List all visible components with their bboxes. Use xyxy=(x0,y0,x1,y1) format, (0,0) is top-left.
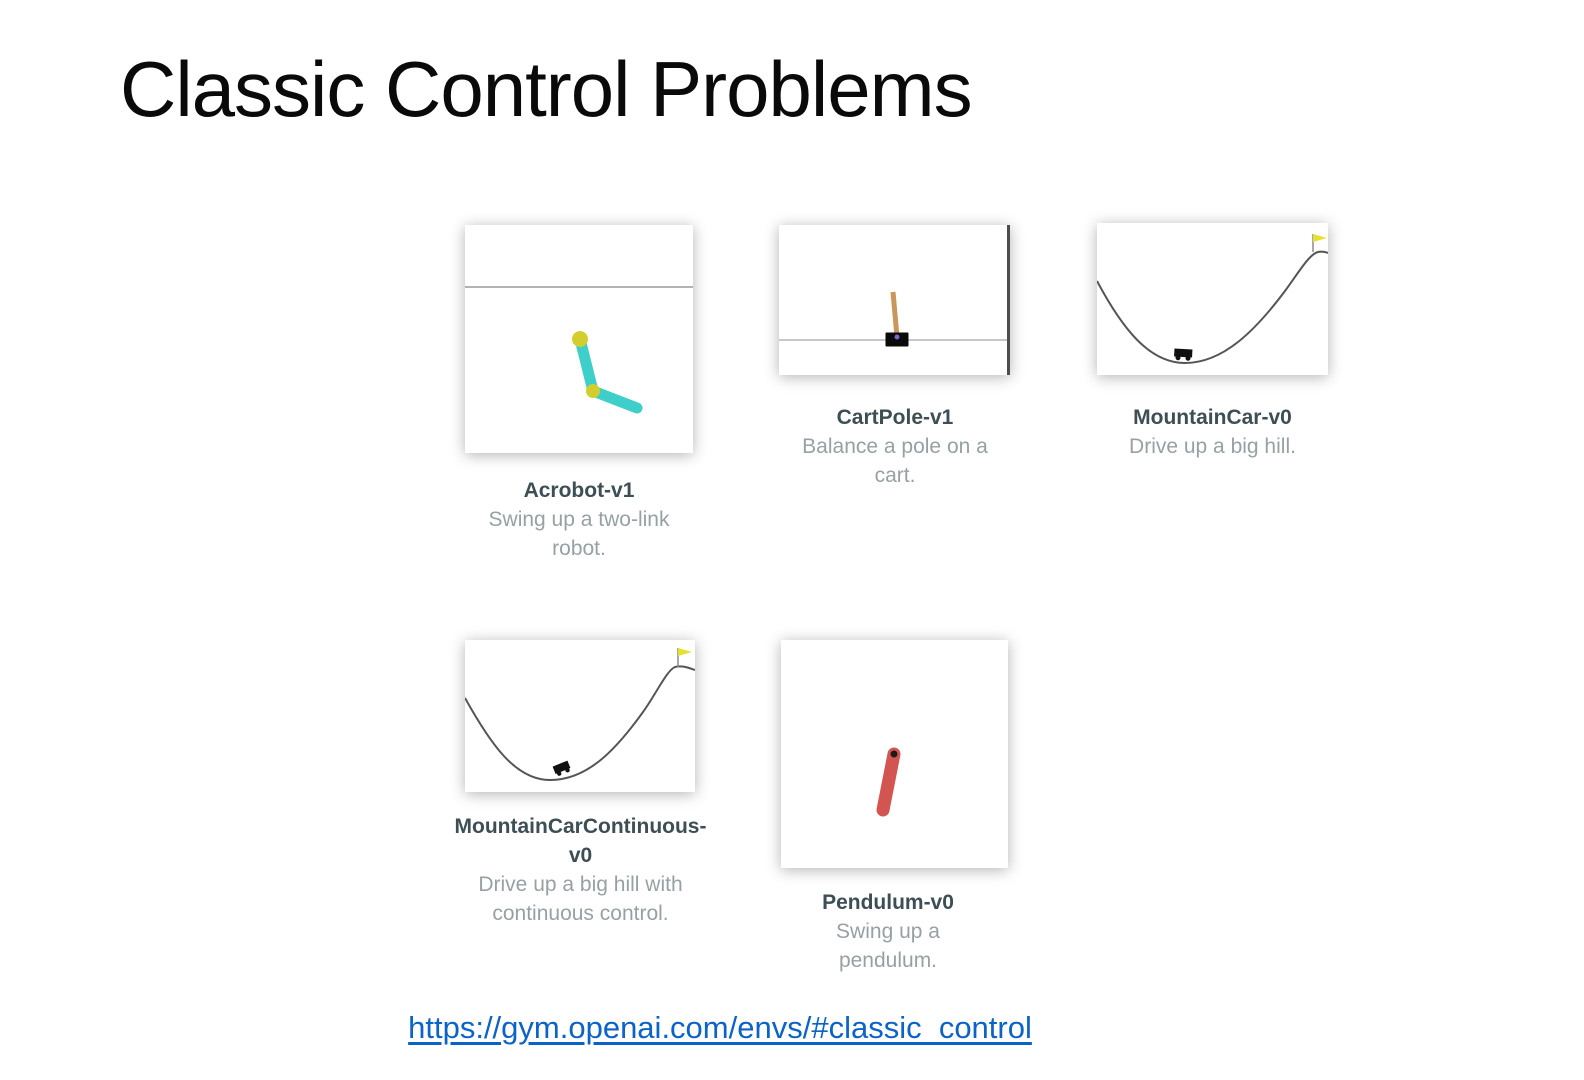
env-description: Drive up a big hill. xyxy=(1129,435,1296,458)
acrobot-render-icon xyxy=(465,225,693,453)
gym-envs-link[interactable]: https://gym.openai.com/envs/#classic_control xyxy=(408,1010,1032,1045)
mountain-car xyxy=(553,761,572,777)
env-description: Drive up a big hill with continuous control. xyxy=(478,873,683,925)
env-name: Pendulum-v0 xyxy=(822,891,954,914)
mountaincar-continuous-thumbnail xyxy=(465,640,695,792)
mountaincar-thumbnail xyxy=(1097,223,1328,375)
env-caption-mountaincar xyxy=(1097,403,1328,461)
cartpole-axle-dot xyxy=(895,335,900,340)
env-description: Swing up a two-link robot. xyxy=(488,508,670,560)
slide-title: Classic Control Problems xyxy=(120,45,972,133)
acrobot-upper-link xyxy=(580,339,593,391)
cartpole-thumbnail xyxy=(779,225,1010,375)
env-name: Acrobot-v1 xyxy=(523,479,635,502)
pendulum-render-icon xyxy=(781,640,1008,868)
env-name: CartPole-v1 xyxy=(836,406,954,429)
pendulum-thumbnail xyxy=(781,640,1008,868)
env-name: MountainCarContinuous-v0 xyxy=(454,815,707,867)
env-caption-acrobot xyxy=(479,476,679,563)
env-caption-pendulum xyxy=(813,888,963,975)
mountain-curve xyxy=(1097,252,1328,363)
mountain-car xyxy=(1174,349,1193,361)
env-description: Balance a pole on a cart. xyxy=(802,435,988,487)
goal-flag-icon xyxy=(1313,234,1327,242)
cartpole-render-icon xyxy=(779,225,1010,375)
acrobot-joint-top xyxy=(572,331,588,347)
acrobot-lower-link xyxy=(593,391,637,408)
link-row xyxy=(340,1008,1100,1048)
mountaincar-continuous-render-icon xyxy=(465,640,695,792)
env-description: Swing up a pendulum. xyxy=(836,920,940,972)
acrobot-thumbnail xyxy=(465,225,693,453)
goal-flag-icon xyxy=(678,648,692,656)
mountain-curve xyxy=(465,666,695,780)
env-caption-cartpole xyxy=(795,403,995,490)
pendulum-pivot-dot xyxy=(891,751,898,758)
mountaincar-render-icon xyxy=(1097,223,1328,375)
pendulum-rod xyxy=(883,754,894,810)
acrobot-joint-mid xyxy=(586,384,600,398)
env-name: MountainCar-v0 xyxy=(1133,406,1292,429)
cartpole-pole xyxy=(893,292,897,337)
env-caption-mountaincar-continuous xyxy=(448,812,713,928)
